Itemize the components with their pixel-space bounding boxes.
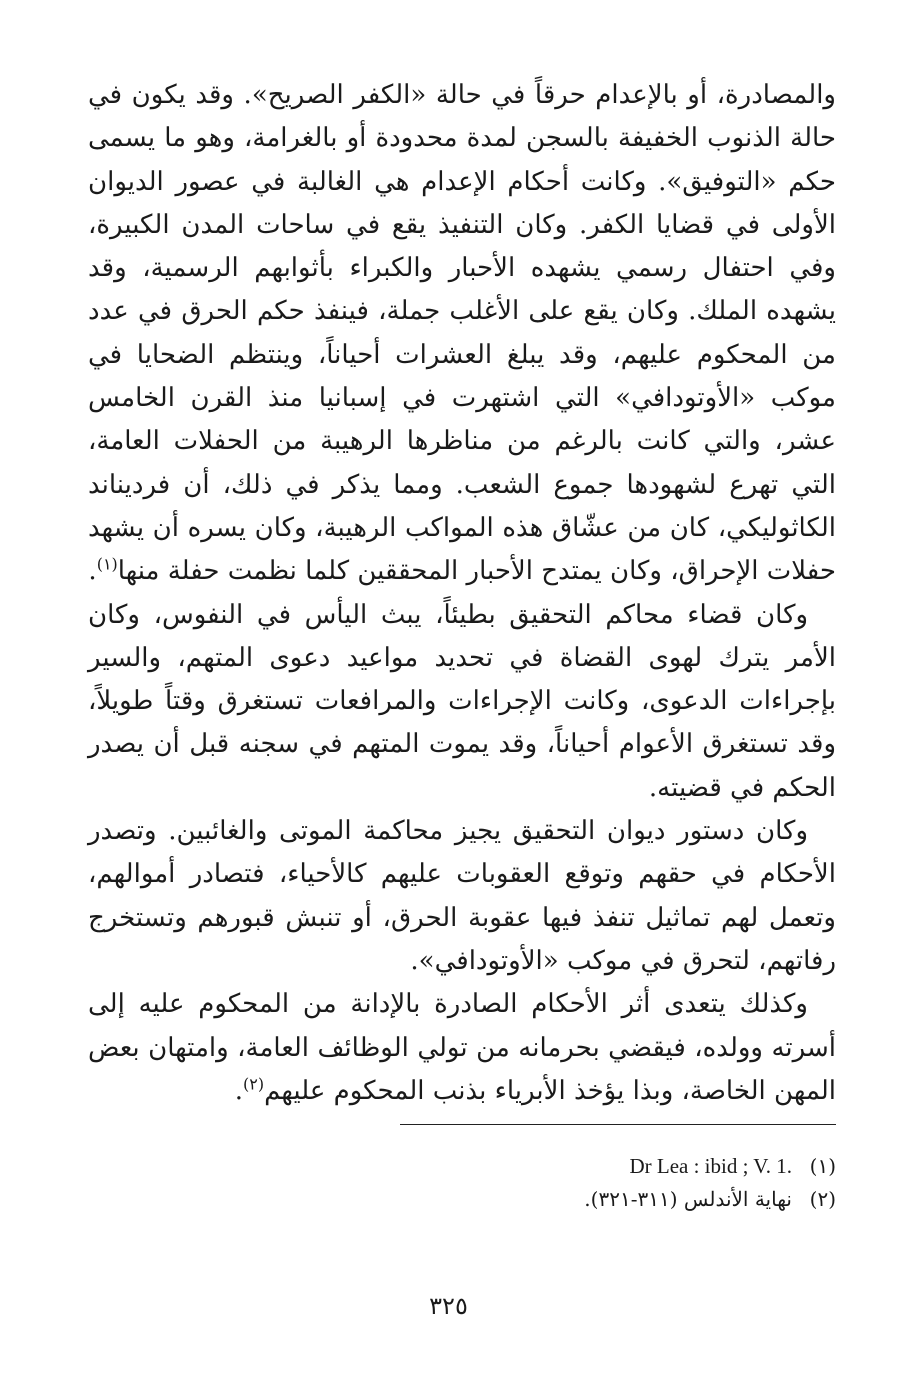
paragraph-1-text: والمصادرة، أو بالإعدام حرقاً في حالة «الكفر الصريح». وقد يكون في حالة الذنوب الخفيفة بالسجن لمدة محدودة أو بالغرامة، وهو ما يسمى حكم «التوفيق». وكانت أحكام الإعدام هي الغالبة في عصور الديوان الأولى في قضايا الكفر. وكان التنفيذ يقع في ساحات المدن الكبيرة، وفي احتفال رسمي يشهده الأحبار والكبراء بأثوابهم الرسمية، وقد يشهده الملك. وكان يقع على الأغلب جملة، فينفذ حكم الحرق في عدد من المحكوم عليهم، وقد يبلغ العشرات أحياناً، وينتظم الضحايا في موكب «الأوتودافي» التي اشتهرت في إسبانيا منذ القرن الخامس عشر، والتي كانت بالرغم من مناظرها الرهيبة من الحفلات العامة، التي تهرع لشهودها جموع الشعب. ومما يذكر في ذلك، أن فرديناند الكاثوليكي، كان من عشّاق هذه المواكب الرهيبة، وكان يسره أن يشهد حفلات الإحراق، وكان يمتدح الأحبار المحققين كلما نظمت حفلة منها <box>88 80 837 587</box>
footnote-1 <box>300 1150 836 1183</box>
paragraph-2-text: وكان قضاء محاكم التحقيق بطيئاً، يبث اليأس في النفوس، وكان الأمر يترك لهوى القضاة في تحديد مواعيد دعوى المتهم، والسير بإجراءات الدعوى، وكانت الإجراءات والمرافعات تستغرق وقتاً طويلاً، وقد تستغرق الأعوام أحياناً، وقد يموت المتهم في سجنه قبل أن يصدر الحكم في قضيته. <box>88 599 836 803</box>
paragraph-3 <box>88 810 836 983</box>
footnote-2-number: (٢) <box>809 1187 836 1211</box>
paragraph-1-end: . <box>88 556 97 587</box>
paragraph-4 <box>88 983 836 1113</box>
footnote-1-citation: Dr Lea : ibid ; V. 1. <box>629 1154 792 1178</box>
paragraph-1 <box>88 74 836 594</box>
footnote-2 <box>300 1183 836 1216</box>
footnote-separator <box>400 1124 836 1125</box>
footnote-ref-1: (١) <box>96 554 118 574</box>
footnote-1-text <box>300 1150 792 1183</box>
paragraph-2 <box>88 594 836 810</box>
footnotes <box>300 1150 836 1216</box>
footnote-2-text: نهاية الأندلس (٣١١-٣٢١). <box>584 1187 792 1211</box>
paragraph-4-end: . <box>234 1075 244 1106</box>
paragraph-3-text: وكان دستور ديوان التحقيق يجيز محاكمة الموتى والغائبين. وتصدر الأحكام في حقهم وتوقع العقوبات عليهم كالأحياء، فتصادر أموالهم، وتعمل لهم تماثيل تنفذ فيها عقوبة الحرق، أو تنبش قبورهم وتستخرج رفاتهم، لتحرق في موكب «الأوتودافي». <box>88 816 836 976</box>
footnote-1-number: (١) <box>809 1154 836 1178</box>
paragraph-4-text: وكذلك يتعدى أثر الأحكام الصادرة بالإدانة من المحكوم عليه إلى أسرته وولده، فيقضي بحرمانه من تولي الوظائف العامة، وامتهان بعض المهن الخاصة، وبذا يؤخذ الأبرياء بذنب المحكوم عليهم <box>88 989 836 1106</box>
body-text <box>88 74 836 1113</box>
footnote-ref-2: (٢) <box>243 1074 265 1094</box>
page-number: ٣٢٥ <box>429 1292 468 1320</box>
